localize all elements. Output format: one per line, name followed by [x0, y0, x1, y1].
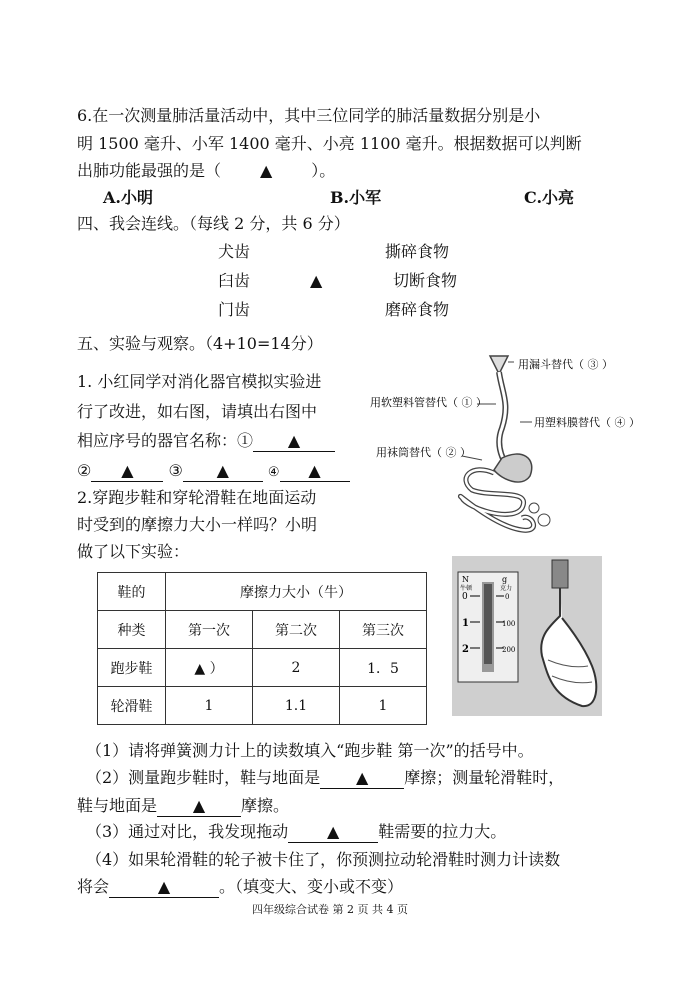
- q6-line2: 明 1500 毫升、小军 1400 毫升、小亮 1100 毫升。根据数据可以判断: [77, 134, 582, 153]
- table-cell: 鞋的: [98, 573, 166, 611]
- digestive-model-figure: [362, 348, 662, 538]
- table-cell: 1．5: [340, 649, 427, 687]
- table-cell: 跑步鞋: [98, 649, 166, 687]
- section5-heading: 五、实验与观察。（4+10=14分）: [77, 334, 323, 353]
- s5-sub4b: [77, 873, 403, 901]
- q6-line3: [77, 157, 335, 185]
- tooth-left-2: 臼齿: [218, 271, 251, 290]
- scale-tick-left: 2: [462, 644, 469, 655]
- table-cell: 种类: [98, 611, 166, 649]
- s5q1-line1: 1. 小红同学对消化器官模拟实验进: [77, 372, 322, 391]
- section4-heading: 四、我会连线。（每线 2 分，共 6 分）: [77, 214, 350, 233]
- q6-line3-pre: 出肺功能最强的是（: [77, 161, 222, 180]
- scale-tick-right: 100: [502, 620, 516, 628]
- friction-table: [97, 572, 427, 725]
- answer-blank-3: ▲: [183, 461, 263, 482]
- s5-sub2a: [86, 764, 564, 792]
- page-footer: 四年级综合试卷 第 2 页 共 4 页: [252, 903, 408, 916]
- answer-blank-8: ▲: [109, 877, 219, 898]
- s5q1-line3: [77, 427, 335, 455]
- answer-blank-2: ▲: [91, 461, 163, 482]
- table-cell: 轮滑鞋: [98, 687, 166, 725]
- q6-option-c: C.小亮: [524, 188, 575, 207]
- s5-sub3: [86, 818, 506, 846]
- function-right-3: 磨碎食物: [385, 300, 450, 319]
- label-funnel: 用漏斗替代（ ③ ）: [518, 358, 613, 371]
- table-row: [98, 687, 427, 725]
- table-row: [98, 649, 427, 687]
- s5-sub3-pre: （3）通过对比，我发现拖动: [86, 822, 289, 841]
- scale-tick-left: 0: [462, 592, 468, 602]
- circle-num-3: ③: [168, 461, 183, 480]
- scale-tick-right: 200: [502, 646, 516, 654]
- label-plastic-film: 用塑料膜替代（ ④ ）: [534, 416, 640, 429]
- q6-option-a: A.小明: [103, 188, 153, 207]
- scale-unit-cn: 牛顿: [460, 585, 473, 592]
- s5-sub2a-pre: （2）测量跑步鞋时，鞋与地面是: [86, 768, 321, 787]
- scale-unit-n: N: [462, 575, 469, 584]
- scale-unit-cn2: 克力: [500, 585, 513, 592]
- function-right-2: 切断食物: [393, 271, 458, 290]
- circle-num-4: ④: [267, 465, 280, 480]
- table-cell: 2: [253, 649, 340, 687]
- s5-sub4b-pre: 将会: [77, 877, 110, 896]
- s5q2-line2: 时受到的摩擦力大小一样吗？小明: [77, 515, 318, 534]
- function-right-1: 撕碎食物: [385, 242, 450, 261]
- table-header: 第一次: [166, 611, 253, 649]
- q6-line1: 6.在一次测量肺活量活动中，其中三位同学的肺活量数据分别是小: [77, 106, 541, 125]
- q6-option-b: B.小军: [330, 188, 382, 207]
- s5-sub4b-post: 。（填变大、变小或不变）: [219, 877, 404, 896]
- answer-blank-4: ▲: [280, 461, 350, 482]
- label-sock: 用袜筒替代（ ② ）: [376, 446, 471, 459]
- s5q1-line4: [77, 457, 350, 487]
- answer-blank-5: ▲: [320, 768, 404, 789]
- s5q2-line1: 2.穿跑步鞋和穿轮滑鞋在地面运动: [77, 488, 317, 507]
- table-cell: 1.1: [253, 687, 340, 725]
- scale-tick-left: 1: [462, 618, 469, 629]
- s5-sub1: （1）请将弹簧测力计上的读数填入“跑步鞋 第一次”的括号中。: [86, 741, 534, 760]
- table-header: 第三次: [340, 611, 427, 649]
- s5-sub2b: [77, 792, 289, 820]
- s5q1-line3-text: 相应序号的器官名称：①: [77, 431, 254, 450]
- s5-sub2a-post: 摩擦；测量轮滑鞋时，: [404, 768, 565, 787]
- tooth-left-1: 犬齿: [218, 242, 251, 261]
- q6-line3-post: ）。: [311, 161, 336, 180]
- circle-num-2: ②: [77, 461, 92, 480]
- answer-mark: ▲: [259, 161, 273, 180]
- scale-tick-right: 0: [505, 593, 510, 601]
- s5-sub3-post: 鞋需要的拉力大。: [378, 822, 507, 841]
- label-soft-tube: 用软塑料管替代（ ① ）: [370, 396, 487, 409]
- s5q2-line3: 做了以下实验：: [77, 542, 190, 561]
- table-cell: 1: [340, 687, 427, 725]
- table-cell: ▲ ）: [166, 649, 253, 687]
- s5-sub2b-post: 摩擦。: [241, 796, 290, 815]
- s5q1-line2: 行了改进，如右图，请填出右图中: [77, 402, 318, 421]
- s5-sub2b-pre: 鞋与地面是: [77, 796, 158, 815]
- table-header: 摩擦力大小（牛）: [166, 573, 427, 611]
- answer-mark: ▲: [310, 271, 323, 290]
- answer-blank-1: ▲: [253, 431, 335, 452]
- answer-blank-7: ▲: [288, 822, 378, 843]
- spring-scale-photo: [452, 556, 602, 716]
- scale-unit-g: g: [502, 575, 508, 584]
- s5-sub4a: （4）如果轮滑鞋的轮子被卡住了，你预测拉动轮滑鞋时测力计读数: [86, 850, 561, 869]
- answer-blank-6: ▲: [157, 796, 241, 817]
- table-header: 第二次: [253, 611, 340, 649]
- table-cell: 1: [166, 687, 253, 725]
- tooth-left-3: 门齿: [218, 300, 251, 319]
